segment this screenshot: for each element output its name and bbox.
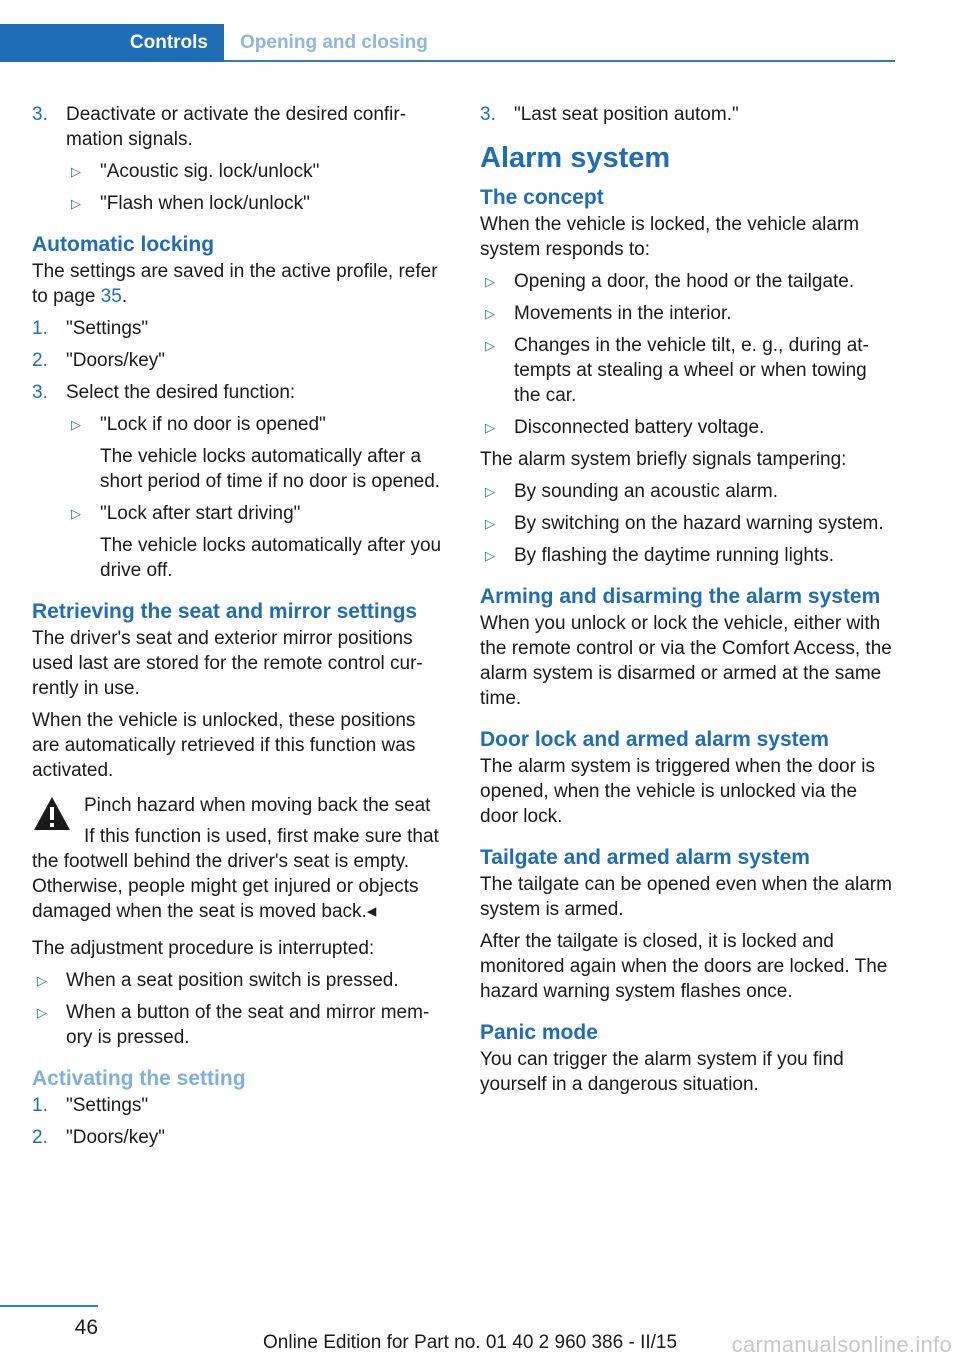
alarm-signals-list xyxy=(480,479,896,568)
list-item xyxy=(480,269,896,294)
heading-alarm-system: Alarm system xyxy=(480,142,671,174)
alarm-responds-list xyxy=(480,269,896,440)
automatic-locking-intro xyxy=(32,259,448,309)
intro-text: The settings are saved in the active profile, refer to page xyxy=(32,261,438,307)
list-item xyxy=(480,415,896,440)
heading-retrieving-settings: Retrieving the seat and mirror settings xyxy=(32,600,418,623)
triangle-bullet-icon: ▷ xyxy=(71,196,81,211)
triangle-bullet-icon: ▷ xyxy=(485,484,495,499)
heading-door-lock-armed: Door lock and armed alarm system xyxy=(480,728,829,751)
list-item xyxy=(32,1000,448,1050)
list-item xyxy=(480,543,896,568)
list-item xyxy=(32,102,448,216)
list-item xyxy=(480,511,896,536)
paragraph: The adjustment procedure is interrupted: xyxy=(32,938,375,959)
intro-text-end: . xyxy=(121,286,128,307)
page-header xyxy=(0,24,895,62)
list-item xyxy=(32,968,448,993)
confirmation-steps xyxy=(32,102,448,216)
triangle-bullet-icon: ▷ xyxy=(485,306,495,321)
step-text: Deactivate or activate the desired confirmation signals. xyxy=(66,104,407,150)
list-item xyxy=(66,501,448,583)
page-number: 46 xyxy=(74,1316,98,1339)
step-number: 3. xyxy=(32,104,48,125)
step-text: "Settings" xyxy=(66,1095,149,1116)
step-text: "Last seat position autom." xyxy=(514,104,739,125)
triangle-bullet-icon: ▷ xyxy=(485,274,495,289)
edition-text: Online Edition for Part no. 01 40 2 960 386 - II/15 xyxy=(263,1332,678,1353)
section-tab-controls[interactable]: Controls xyxy=(0,24,224,62)
list-text: By switching on the hazard warning system. xyxy=(514,513,884,534)
left-column xyxy=(32,102,448,1157)
list-item xyxy=(66,159,448,184)
list-text: Movements in the interior. xyxy=(514,303,732,324)
triangle-bullet-icon: ▷ xyxy=(71,164,81,179)
warning-title: Pinch hazard when moving back the seat xyxy=(84,795,431,816)
triangle-bullet-icon: ▷ xyxy=(485,420,495,435)
step-text: "Doors/key" xyxy=(66,1127,166,1148)
confirmation-options xyxy=(66,159,448,216)
heading-activating-setting: Activating the setting xyxy=(32,1067,246,1090)
list-item xyxy=(32,380,448,583)
interrupt-list xyxy=(32,968,448,1050)
list-item xyxy=(32,348,448,373)
footer-divider xyxy=(0,1305,98,1307)
list-item xyxy=(66,412,448,494)
warning-box xyxy=(32,793,448,924)
list-text: Opening a door, the hood or the tailgate. xyxy=(514,271,855,292)
heading-panic-mode: Panic mode xyxy=(480,1021,598,1044)
list-text: Changes in the vehicle tilt, e. g., during attempts at stealing a wheel or when towing the car. xyxy=(514,335,869,406)
option-description: The vehicle locks automatically after a short period of time if no door is opened. xyxy=(100,446,441,492)
option-label: "Lock after start driving" xyxy=(100,503,301,524)
step-text: "Settings" xyxy=(66,318,149,339)
list-item xyxy=(480,479,896,504)
paragraph: When the vehicle is locked, the vehicle alarm system responds to: xyxy=(480,214,860,260)
step-number: 3. xyxy=(32,382,48,403)
locking-options xyxy=(66,412,448,583)
triangle-bullet-icon: ▷ xyxy=(71,417,81,432)
list-item xyxy=(32,316,448,341)
watermark: carmanualsonline.info xyxy=(731,1332,952,1357)
triangle-bullet-icon: ▷ xyxy=(485,516,495,531)
list-item xyxy=(66,191,448,216)
warning-triangle-icon xyxy=(32,795,72,833)
heading-automatic-locking: Automatic locking xyxy=(32,233,215,256)
triangle-bullet-icon: ▷ xyxy=(485,338,495,353)
automatic-locking-steps xyxy=(32,316,448,583)
right-column xyxy=(480,102,896,1104)
heading-arming-disarming: Arming and disarming the alarm system xyxy=(480,585,881,608)
list-text: Disconnected battery voltage. xyxy=(514,417,765,438)
section-tab-opening-and-closing[interactable]: Opening and closing xyxy=(240,32,428,53)
list-item xyxy=(480,301,896,326)
heading-the-concept: The concept xyxy=(480,186,604,209)
paragraph: The alarm system is triggered when the door is opened, when the vehicle is unlocked via the door lock. xyxy=(480,756,875,827)
step-number: 2. xyxy=(32,1127,48,1148)
list-text: When a button of the seat and mirror memory is pressed. xyxy=(66,1002,430,1048)
seat-steps xyxy=(480,102,896,127)
list-item xyxy=(32,1093,448,1118)
triangle-bullet-icon: ▷ xyxy=(37,1005,47,1020)
triangle-bullet-icon: ▷ xyxy=(37,973,47,988)
list-text: By sounding an acoustic alarm. xyxy=(514,481,779,502)
step-number: 1. xyxy=(32,1095,48,1116)
option-label: "Lock if no door is opened" xyxy=(100,414,326,435)
triangle-bullet-icon: ▷ xyxy=(71,506,81,521)
option-description: The vehicle locks automatically after you drive off. xyxy=(100,535,442,581)
step-text: Select the desired function: xyxy=(66,382,296,403)
paragraph: The tailgate can be opened even when the alarm system is armed. xyxy=(480,874,892,920)
list-text: By flashing the daytime running lights. xyxy=(514,545,835,566)
step-number: 1. xyxy=(32,318,48,339)
paragraph: When you unlock or lock the vehicle, either with the remote control or via the Comfort Access, the alarm system is disarmed or armed at the same time. xyxy=(480,613,892,709)
paragraph: After the tailgate is closed, it is locked and monitored again when the doors are locked. The hazard warning system flashes once. xyxy=(480,931,888,1002)
step-number: 2. xyxy=(32,350,48,371)
paragraph: The driver's seat and exterior mirror positions used last are stored for the remote control currently in use. xyxy=(32,628,423,699)
step-text: "Doors/key" xyxy=(66,350,166,371)
activating-steps xyxy=(32,1093,448,1150)
list-item xyxy=(480,333,896,408)
paragraph: You can trigger the alarm system if you find yourself in a dangerous situation. xyxy=(480,1049,844,1095)
list-item xyxy=(32,1125,448,1150)
list-item xyxy=(480,102,896,127)
triangle-bullet-icon: ▷ xyxy=(485,548,495,563)
page-reference-link[interactable]: 35 xyxy=(100,286,122,307)
paragraph: When the vehicle is unlocked, these positions are automatically retrieved if this function was activated. xyxy=(32,710,416,781)
warning-body: If this function is used, first make sure that the footwell behind the driver's seat is empty. Otherwise, people might get injured or objects damaged when the seat is moved back.◂ xyxy=(32,826,439,922)
option-text: "Flash when lock/unlock" xyxy=(100,193,310,214)
heading-tailgate-armed: Tailgate and armed alarm system xyxy=(480,846,810,869)
option-text: "Acoustic sig. lock/unlock" xyxy=(100,161,320,182)
step-number: 3. xyxy=(480,104,496,125)
paragraph: The alarm system briefly signals tampering: xyxy=(480,449,847,470)
list-text: When a seat position switch is pressed. xyxy=(66,970,399,991)
